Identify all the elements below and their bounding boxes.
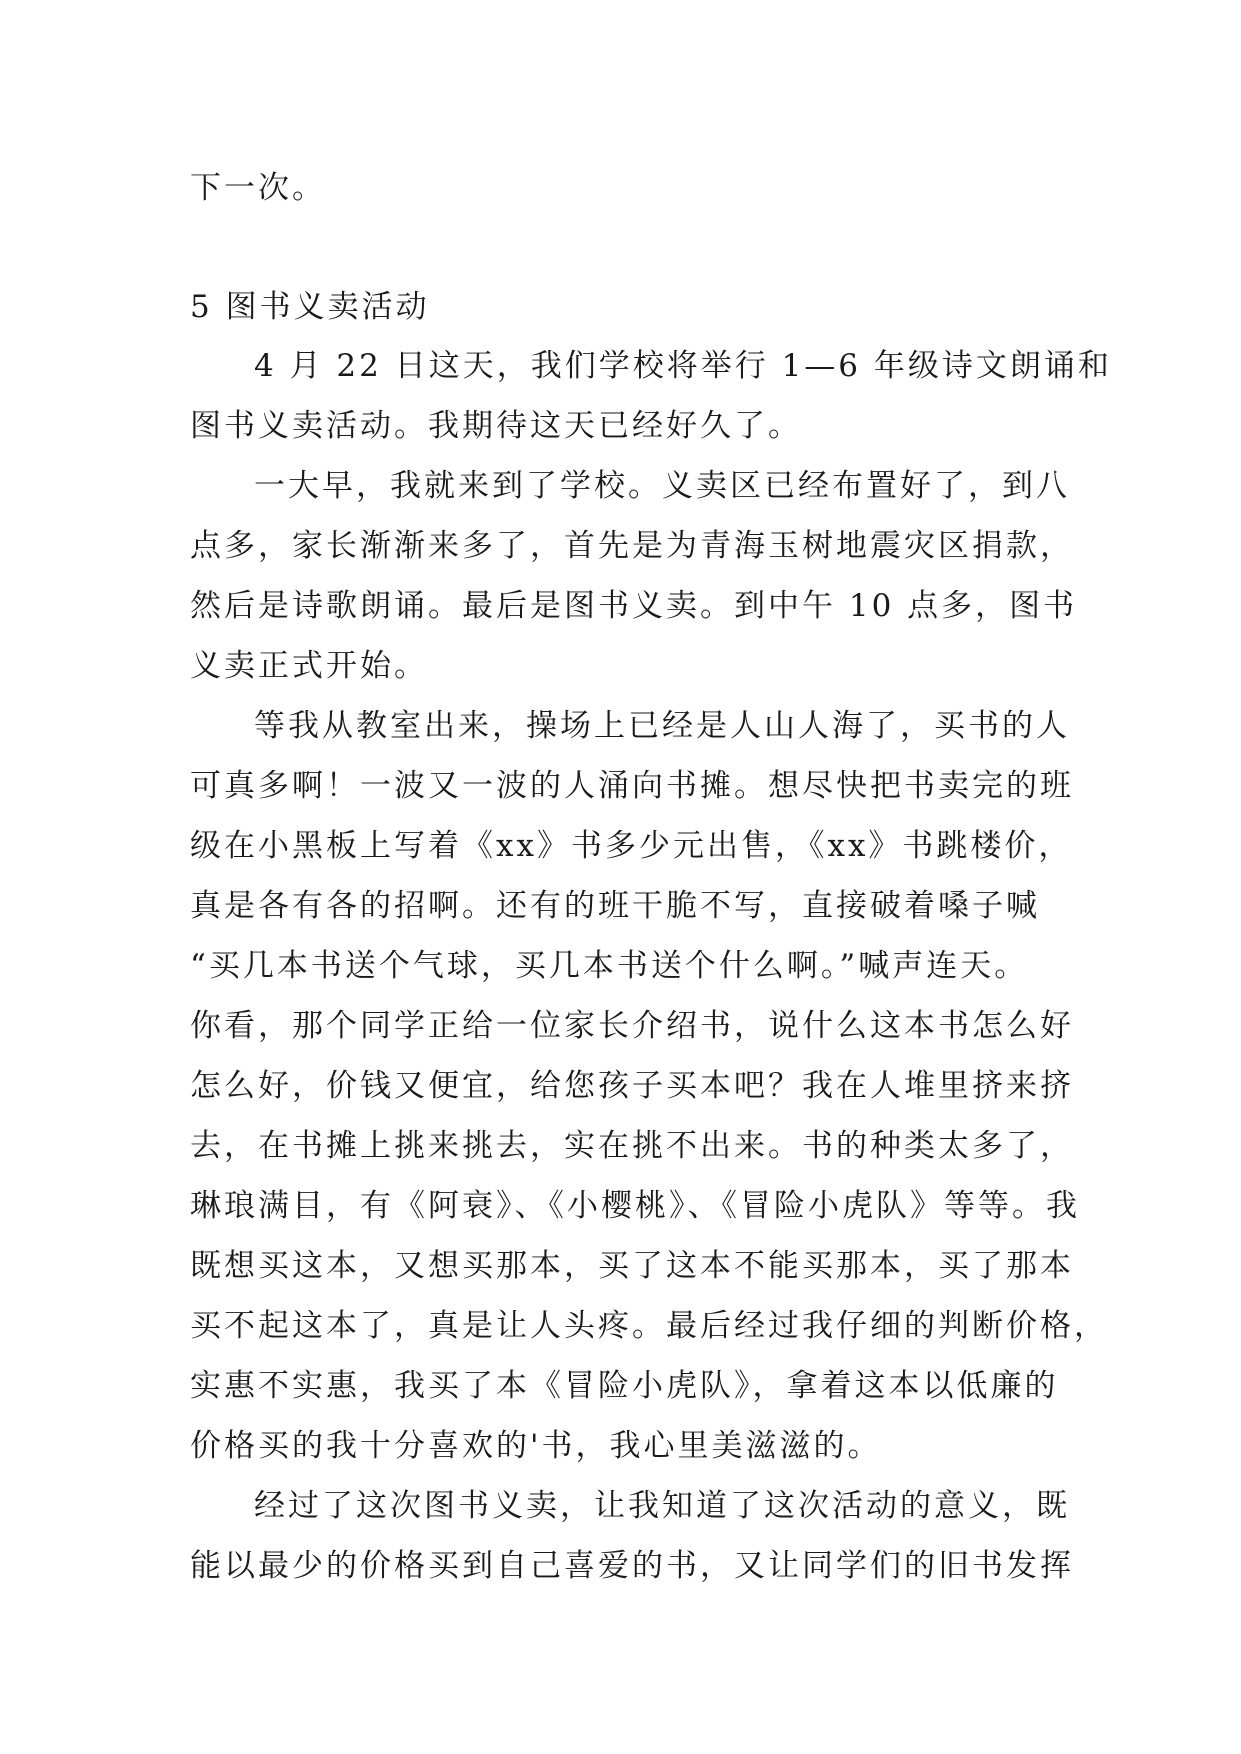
paragraph-3-line-3: 级在小黑板上写着《xx》书多少元出售，《xx》书跳楼价， xyxy=(190,828,1073,864)
paragraph-1-line-1: 4 月 22 日这天，我们学校将举行 1—6 年级诗文朗诵和 xyxy=(254,348,1112,384)
heading-text: 5 图书义卖活动 xyxy=(190,289,430,325)
paragraph-2-line-2: 点多，家长渐渐来多了，首先是为青海玉树地震灾区捐款， xyxy=(190,528,1074,564)
paragraph-4-line-2: 能以最少的价格买到自己喜爱的书，又让同学们的旧书发挥 xyxy=(190,1548,1074,1584)
paragraph-1-line-2: 图书义卖活动。我期待这天已经好久了。 xyxy=(190,408,802,444)
paragraph-3-line-5: “买几本书送个气球，买几本书送个什么啊。”喊声连天。 xyxy=(190,948,1029,984)
paragraph-3-line-12: 实惠不实惠，我买了本《冒险小虎队》，拿着这本以低廉的 xyxy=(190,1368,1059,1404)
paragraph-3-line-8: 去，在书摊上挑来挑去，实在挑不出来。书的种类太多了， xyxy=(190,1128,1074,1164)
paragraph-3-line-2: 可真多啊！一波又一波的人涌向书摊。想尽快把书卖完的班 xyxy=(190,768,1074,804)
paragraph-3-line-9: 琳琅满目，有《阿衰》、《小樱桃》、《冒险小虎队》等等。我 xyxy=(190,1188,1080,1224)
paragraph-3-line-13: 价格买的我十分喜欢的'书，我心里美滋滋的。 xyxy=(190,1428,882,1464)
paragraph-3-line-1: 等我从教室出来，操场上已经是人山人海了，买书的人 xyxy=(254,708,1070,744)
article-body xyxy=(190,336,1112,1596)
paragraph-3-line-10: 既想买这本，又想买那本，买了这本不能买那本，买了那本 xyxy=(190,1248,1074,1284)
previous-paragraph-ending xyxy=(190,158,1052,218)
text-line: 下一次。 xyxy=(190,170,326,206)
paragraph-3-line-6: 你看，那个同学正给一位家长介绍书，说什么这本书怎么好 xyxy=(190,1008,1074,1044)
paragraph-2-line-4: 义卖正式开始。 xyxy=(190,648,428,684)
paragraph-2-line-1: 一大早，我就来到了学校。义卖区已经布置好了，到八 xyxy=(254,468,1070,504)
paragraph-2-line-3: 然后是诗歌朗诵。最后是图书义卖。到中午 10 点多，图书 xyxy=(190,588,1078,624)
section-heading xyxy=(190,277,1052,337)
paragraph-4-line-1: 经过了这次图书义卖，让我知道了这次活动的意义，既 xyxy=(254,1488,1070,1524)
paragraph-3-line-11: 买不起这本了，真是让人头疼。最后经过我仔细的判断价格， xyxy=(190,1308,1108,1344)
paragraph-3-line-4: 真是各有各的招啊。还有的班干脆不写，直接破着嗓子喊 xyxy=(190,888,1040,924)
paragraph-3-line-7: 怎么好，价钱又便宜，给您孩子买本吧？我在人堆里挤来挤 xyxy=(190,1068,1074,1104)
